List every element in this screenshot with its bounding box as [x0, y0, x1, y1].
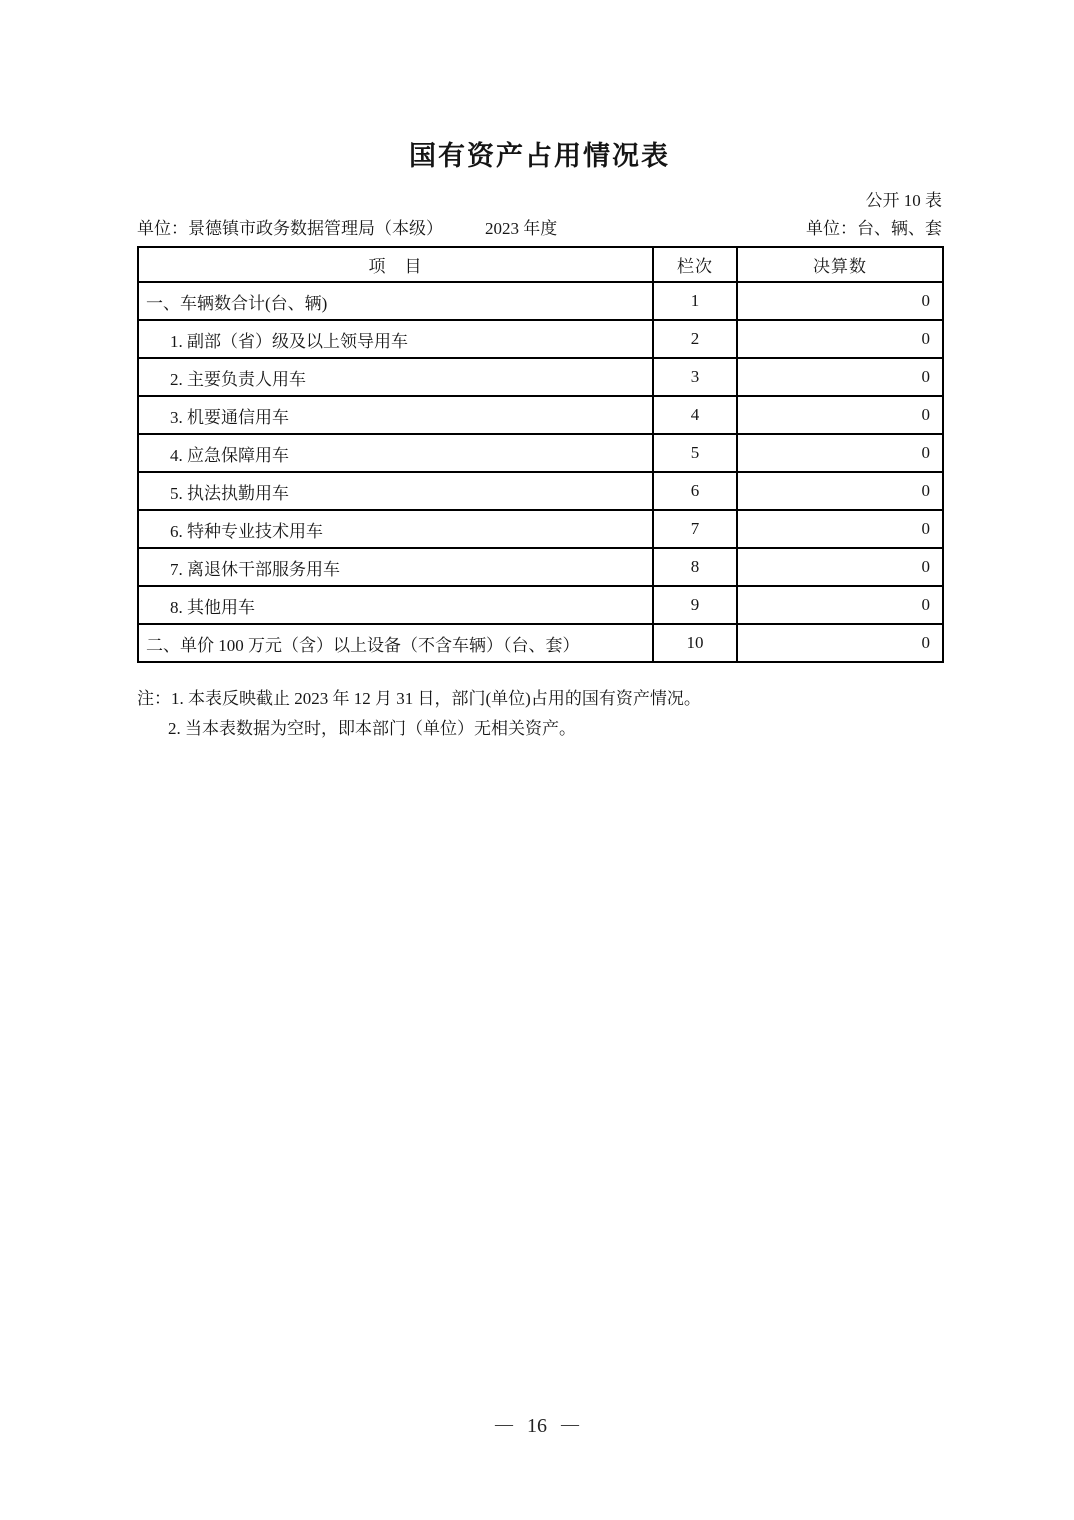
row-value: 0	[737, 282, 943, 320]
table-row	[138, 358, 943, 396]
meta-row	[137, 217, 942, 241]
row-value: 0	[737, 320, 943, 358]
row-column-no: 10	[653, 624, 737, 662]
col-header-column-no: 栏次	[653, 247, 737, 282]
row-column-no: 2	[653, 320, 737, 358]
table-row	[138, 396, 943, 434]
meta-left	[137, 217, 557, 241]
row-label: 二、单价 100 万元（含）以上设备（不含车辆）（台、套）	[138, 624, 653, 662]
row-column-no: 6	[653, 472, 737, 510]
table-row	[138, 282, 943, 320]
col-header-item: 项 目	[138, 247, 653, 282]
row-value: 0	[737, 434, 943, 472]
row-label: 5. 执法执勤用车	[138, 472, 653, 510]
col-header-final-amount: 决算数	[737, 247, 943, 282]
row-value: 0	[737, 548, 943, 586]
row-column-no: 9	[653, 586, 737, 624]
row-label: 2. 主要负责人用车	[138, 358, 653, 396]
row-column-no: 3	[653, 358, 737, 396]
row-column-no: 1	[653, 282, 737, 320]
table-row	[138, 472, 943, 510]
note-label: 注：	[137, 689, 171, 708]
reporting-unit-label: 单位：景德镇市政务数据管理局（本级）	[137, 219, 443, 238]
table-row	[138, 548, 943, 586]
page-title: 国有资产占用情况表	[409, 141, 670, 171]
assets-occupation-table	[137, 246, 944, 663]
table-row	[138, 434, 943, 472]
page-footer	[0, 1412, 1074, 1440]
row-label: 6. 特种专业技术用车	[138, 510, 653, 548]
table-notes	[137, 684, 942, 744]
footer-dash-right: —	[561, 1414, 579, 1434]
table-row	[138, 320, 943, 358]
table-header-row	[138, 247, 943, 282]
table-number: 公开 10 表	[865, 191, 942, 210]
row-column-no: 4	[653, 396, 737, 434]
row-value: 0	[737, 586, 943, 624]
note-text-2: 2. 当本表数据为空时，即本部门（单位）无相关资产。	[168, 719, 576, 738]
row-column-no: 8	[653, 548, 737, 586]
row-label: 7. 离退休干部服务用车	[138, 548, 653, 586]
row-label: 1. 副部（省）级及以上领导用车	[138, 320, 653, 358]
row-value: 0	[737, 624, 943, 662]
row-label: 3. 机要通信用车	[138, 396, 653, 434]
note-text-1: 1. 本表反映截止 2023 年 12 月 31 日，部门(单位)占用的国有资产情况。	[171, 689, 701, 708]
note-line-1	[137, 684, 942, 714]
row-label: 4. 应急保障用车	[138, 434, 653, 472]
document-content	[137, 0, 942, 744]
page-number: 16	[527, 1415, 547, 1437]
row-value: 0	[737, 396, 943, 434]
row-label: 一、车辆数合计(台、辆)	[138, 282, 653, 320]
table-row	[138, 586, 943, 624]
measurement-unit-label: 单位：台、辆、套	[806, 219, 942, 238]
row-value: 0	[737, 358, 943, 396]
fiscal-year-label: 2023 年度	[485, 219, 558, 238]
row-value: 0	[737, 472, 943, 510]
table-row	[138, 510, 943, 548]
row-column-no: 7	[653, 510, 737, 548]
note-line-2	[137, 714, 942, 744]
footer-dash-left: —	[495, 1414, 513, 1434]
row-column-no: 5	[653, 434, 737, 472]
row-label: 8. 其他用车	[138, 586, 653, 624]
row-value: 0	[737, 510, 943, 548]
table-row	[138, 624, 943, 662]
